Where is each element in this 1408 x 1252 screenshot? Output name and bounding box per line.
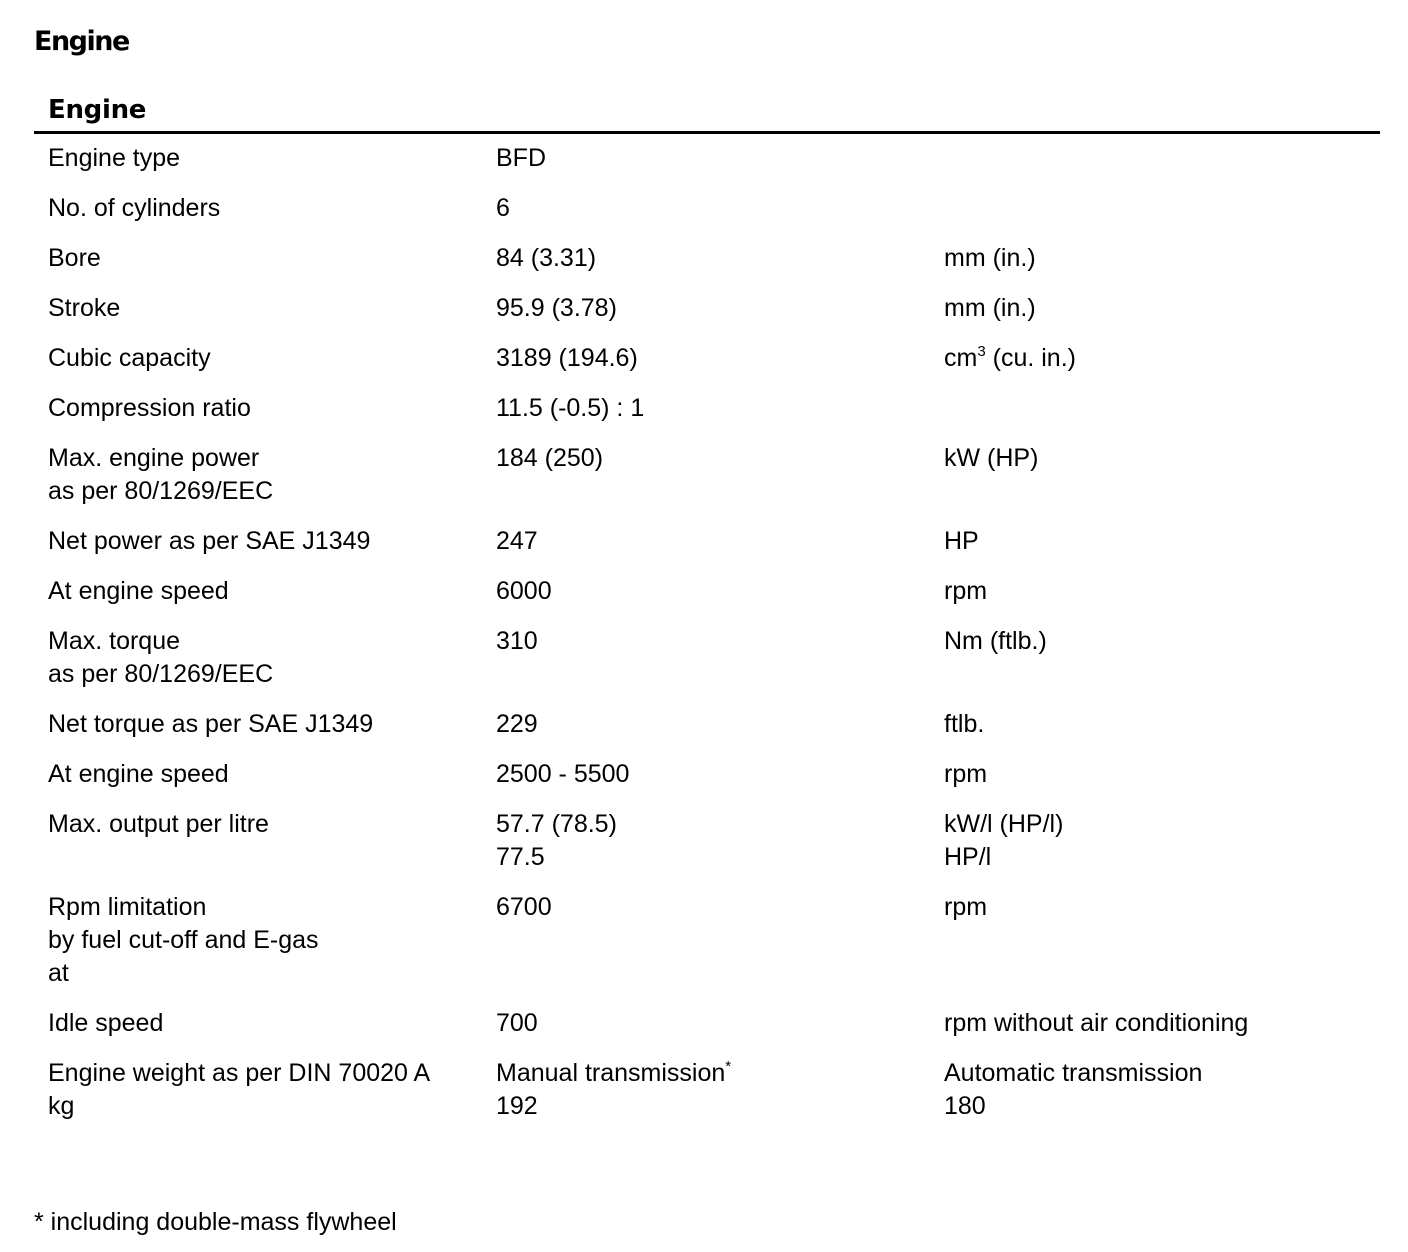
spec-label: Bore — [48, 244, 101, 272]
spec-label: Engine weight as per DIN 70020 A kg — [48, 1059, 431, 1120]
spec-unit: Automatic transmission 180 — [944, 1059, 1203, 1120]
spec-value: 700 — [496, 1009, 538, 1037]
footnote: * including double-mass flywheel — [34, 1208, 397, 1236]
section-title: Engine — [48, 95, 147, 125]
spec-label: Net power as per SAE J1349 — [48, 527, 371, 555]
spec-row-torque-engine-speed — [48, 758, 1378, 808]
section-divider — [34, 131, 1380, 134]
spec-unit: kW (HP) — [944, 444, 1039, 472]
spec-unit: mm (in.) — [944, 244, 1036, 272]
spec-value: 11.5 (-0.5) : 1 — [496, 394, 645, 422]
spec-value: BFD — [496, 144, 546, 172]
spec-value: 6 — [496, 194, 510, 222]
value-heading: Manual transmission — [496, 1059, 726, 1087]
spec-row-cubic-capacity — [48, 342, 1378, 392]
spec-unit — [944, 342, 1374, 375]
spec-unit: rpm — [944, 760, 988, 788]
spec-label: Engine type — [48, 144, 181, 172]
spec-row-cylinders — [48, 192, 1378, 242]
spec-row-idle-speed — [48, 1007, 1378, 1057]
spec-row-stroke — [48, 292, 1378, 342]
spec-row-rpm-limitation — [48, 891, 1378, 1007]
spec-row-bore — [48, 242, 1378, 292]
spec-value: 3189 (194.6) — [496, 344, 638, 372]
spec-label: Idle speed — [48, 1009, 164, 1037]
spec-label: Compression ratio — [48, 394, 251, 422]
spec-unit: ftlb. — [944, 710, 985, 738]
spec-row-max-torque — [48, 625, 1378, 708]
spec-value: 229 — [496, 710, 538, 738]
unit-base: cm — [944, 344, 978, 372]
unit-superscript: 3 — [977, 343, 986, 360]
spec-row-net-torque — [48, 708, 1378, 758]
spec-unit: HP — [944, 527, 979, 555]
spec-label: Max. engine power as per 80/1269/EEC — [48, 444, 274, 505]
spec-row-engine-type — [48, 142, 1378, 192]
spec-label: Max. output per litre — [48, 810, 269, 838]
spec-value: 84 (3.31) — [496, 244, 597, 272]
spec-label: Stroke — [48, 294, 121, 322]
spec-value: 184 (250) — [496, 444, 604, 472]
engine-spec-table — [48, 142, 1378, 1140]
spec-value — [496, 1057, 944, 1123]
spec-label: Rpm limitation by fuel cut-off and E-gas at — [48, 893, 319, 987]
spec-value: 95.9 (3.78) — [496, 294, 617, 322]
spec-value: 57.7 (78.5) 77.5 — [496, 810, 617, 871]
spec-row-compression-ratio — [48, 392, 1378, 442]
spec-unit: mm (in.) — [944, 294, 1036, 322]
spec-row-net-power — [48, 525, 1378, 575]
spec-unit: kW/l (HP/l) HP/l — [944, 810, 1064, 871]
value-line-2: 192 — [496, 1092, 538, 1120]
spec-label: Max. torque as per 80/1269/EEC — [48, 627, 274, 688]
spec-row-engine-weight — [48, 1057, 1378, 1140]
spec-row-output-per-litre — [48, 808, 1378, 891]
spec-row-max-engine-power — [48, 442, 1378, 525]
spec-unit: rpm without air conditioning — [944, 1009, 1249, 1037]
unit-suffix: (cu. in.) — [985, 344, 1076, 372]
spec-label: No. of cylinders — [48, 194, 221, 222]
spec-row-power-engine-speed — [48, 575, 1378, 625]
spec-label: Net torque as per SAE J1349 — [48, 710, 374, 738]
spec-value: 247 — [496, 527, 538, 555]
spec-label: At engine speed — [48, 577, 229, 605]
spec-value: 6000 — [496, 577, 552, 605]
spec-unit: rpm — [944, 893, 988, 921]
spec-value: 310 — [496, 627, 538, 655]
spec-label: Cubic capacity — [48, 344, 211, 372]
spec-unit: rpm — [944, 577, 988, 605]
spec-value: 2500 - 5500 — [496, 760, 630, 788]
spec-unit: Nm (ftlb.) — [944, 627, 1047, 655]
footnote-marker: * — [725, 1058, 732, 1075]
page-title: Engine — [34, 26, 129, 57]
spec-label: At engine speed — [48, 760, 229, 788]
spec-value: 6700 — [496, 893, 552, 921]
